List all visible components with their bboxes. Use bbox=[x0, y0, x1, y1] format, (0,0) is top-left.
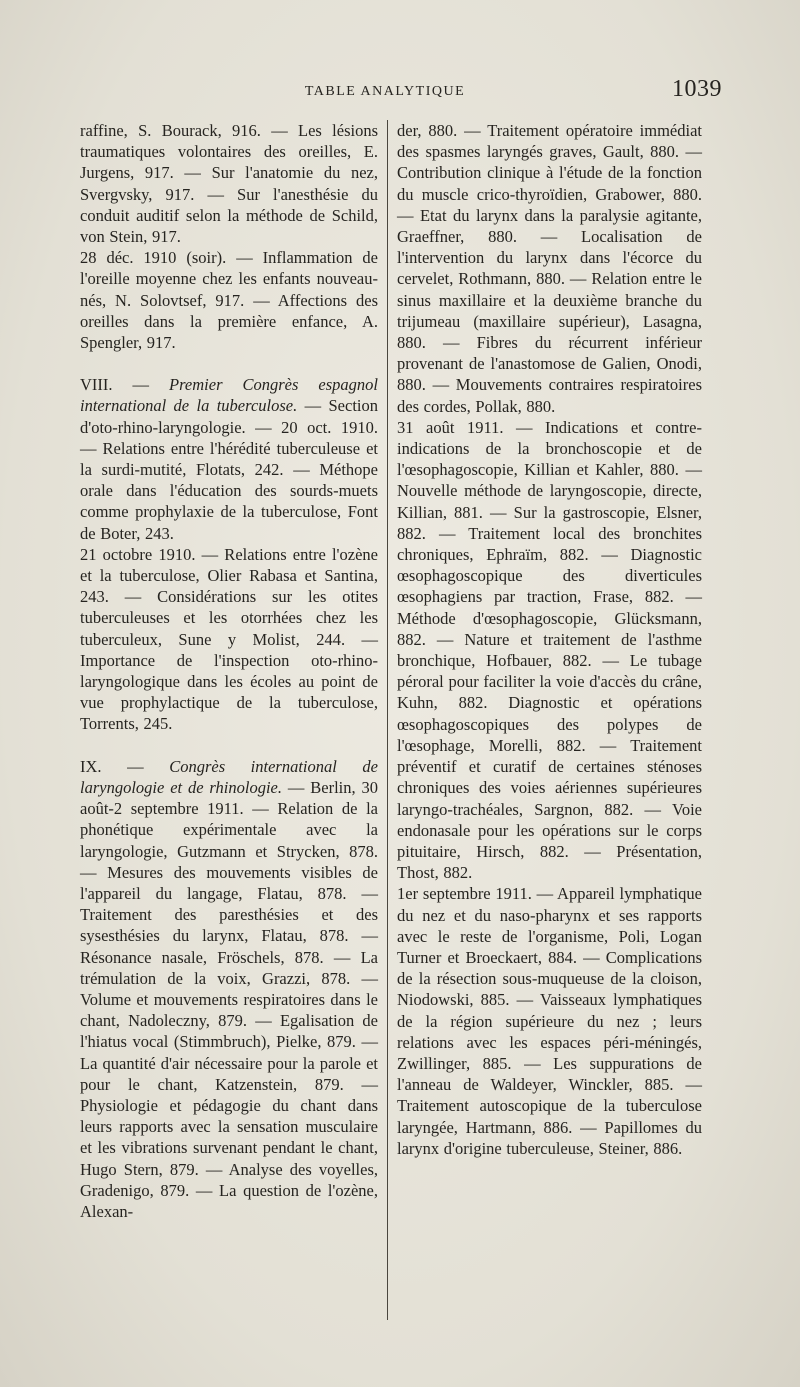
section-title: Congrès international de laryngologie et de rhinologie. bbox=[80, 756, 378, 797]
entry-paragraph: 1er septembre 1911. — Appareil lymphatique du nez et du naso-pharynx et ses rapports avec le reste de l'organisme, Poli, Logan Turner et Broeckaert, 884. — Complications de la résection sous-muqueuse de la cloison, Niodowski, 885. — Vaisseaux lymphatiques de la région supérieure du nez ; leurs relations avec les espaces péri-méningés, Zwillinger, 885. — Les suppurations de l'anneau de Waldeyer, Winckler, 885. — Traitement autoscopique de la tuberculose laryngée, Hartmann, 886. — Papillomes du larynx d'origine tuberculeuse, Steiner, 886. bbox=[397, 884, 702, 1158]
running-title: TABLE ANALYTIQUE bbox=[304, 84, 466, 99]
section-number: VIII. — bbox=[80, 375, 150, 395]
section-ix bbox=[80, 756, 378, 1222]
column-divider bbox=[387, 120, 388, 1320]
entry-paragraph: 31 août 1911. — Indications et contre-indications de la bronchoscopie et de l'œsophagoscopie, Killian et Kahler, 880. — Nouvelle méthode de laryngoscopie, directe, Killian, 881. — Sur la gastroscopie, Elsner, 882. — Traitement local des bronchites chroniques, Ephraïm, 882. — Diagnostic œsophagoscopique des diverticules œsophagiens par traction, Frase, 882. — Méthode d'œsophagoscopie, Glücksmann, 882. — Nature et traitement de l'asthme bronchique, Hofbauer, 882. — Le tubage péroral pour faciliter la voie d'accès du crâne, Kuhn, 882. Diagnostic et opérations œsophagoscopiques des polypes de l'œsophage, Morelli, 882. — Traitement préventif et curatif de certaines sténoses chroniques des voies aériennes supérieures laryngo-trachéales, Sargnon, 882. — Voie endonasale pour les opérations sur le corps pituitaire, Hirsch, 882. — Présentation, Thost, 882. bbox=[397, 417, 702, 883]
section-text: — Section d'oto-rhino-laryngologie. — 20 oct. 1910. — Relations entre l'hérédité tuberculeuse et la surdi-mutité, Flotats, 242. — Méthope orale dans l'éducation des sourds-muets comme prophylaxie de la tuberculose, Font de Boter, 243. bbox=[80, 396, 379, 543]
right-column bbox=[397, 120, 702, 1159]
entry-paragraph: raffine, S. Bourack, 916. — Les lésions traumatiques volontaires des oreilles, E. Jurgens, 917. — Sur l'anatomie du nez, Svergvsky, 917. — Sur l'anesthésie du conduit auditif selon la méthode de Schild, von Stein, 917. bbox=[80, 121, 378, 247]
entry-paragraph: der, 880. — Traitement opératoire immédiat des spasmes laryngés graves, Gault, 880. — Contribution clinique à l'étude de la fonction du muscle crico-thyroïdien, Grabower, 880. — Etat du larynx dans la paralysie agitante, Graeffner, 880. — Localisation de l'intervention du larynx dans l'écorce du cervelet, Rothmann, 880. — Relation entre le sinus maxillaire et la deuxième branche du trijumeau (maxillaire supérieur), Lasagna, 880. — Fibres du récurrent inférieur provenant de l'anastomose de Galien, Onodi, 880. — Mouvements contraires respiratoires des cordes, Pollak, 880. bbox=[397, 121, 702, 416]
section-text: — Berlin, 30 août-2 septembre 1911. — Relation de la phonétique expérimentale avec la laryngologie, Gutzmann et Strycken, 878. — Mesures des mouvements visibles de l'appareil du langage, Flatau, 878. — Traitement des paresthésies et des sysesthésies du larynx, Flatau, 878. — Résonance nasale, Fröschels, 878. — La trémulation de la voix, Grazzi, 878. — Volume et mouvements respiratoires dans le chant, Nadoleczny, 879. — Egalisation de l'hiatus vocal (Stimmbruch), Pielke, 879. — La quantité d'air nécessaire pour la parole et pour le chant, Katzenstein, 879. — Physiologie et pédagogie du chant dans leurs rapports avec la sensation musculaire et les vibrations survenant pendant le chant, Hugo Stern, 879. — Analyse des voyelles, Gradenigo, 879. — La question de l'ozène, Alexan- bbox=[80, 777, 378, 1221]
left-column bbox=[80, 120, 378, 1222]
entry-paragraph: 21 octobre 1910. — Relations entre l'ozène et la tuberculose, Olier Rabasa et Santina, 243. — Considérations sur les otites tuberculeuses et les otorrhées chez les tuberculeux, Sune y Molist, 244. — Importance de l'inspection oto-rhino-laryngologique dans les écoles au point de vue prophylactique de la tuberculose, Torrents, 245. bbox=[80, 544, 378, 734]
entry-paragraph: 28 déc. 1910 (soir). — Inflammation de l'oreille moyenne chez les enfants nouveau-nés, N. Solovtsef, 917. — Affections des oreilles dans la première enfance, A. Spengler, 917. bbox=[80, 248, 378, 353]
page-number: 1039 bbox=[672, 76, 722, 102]
section-title: Premier Congrès espagnol international de la tuberculose. bbox=[80, 375, 378, 416]
section-number: IX. — bbox=[80, 756, 144, 776]
section-viii bbox=[80, 374, 378, 544]
